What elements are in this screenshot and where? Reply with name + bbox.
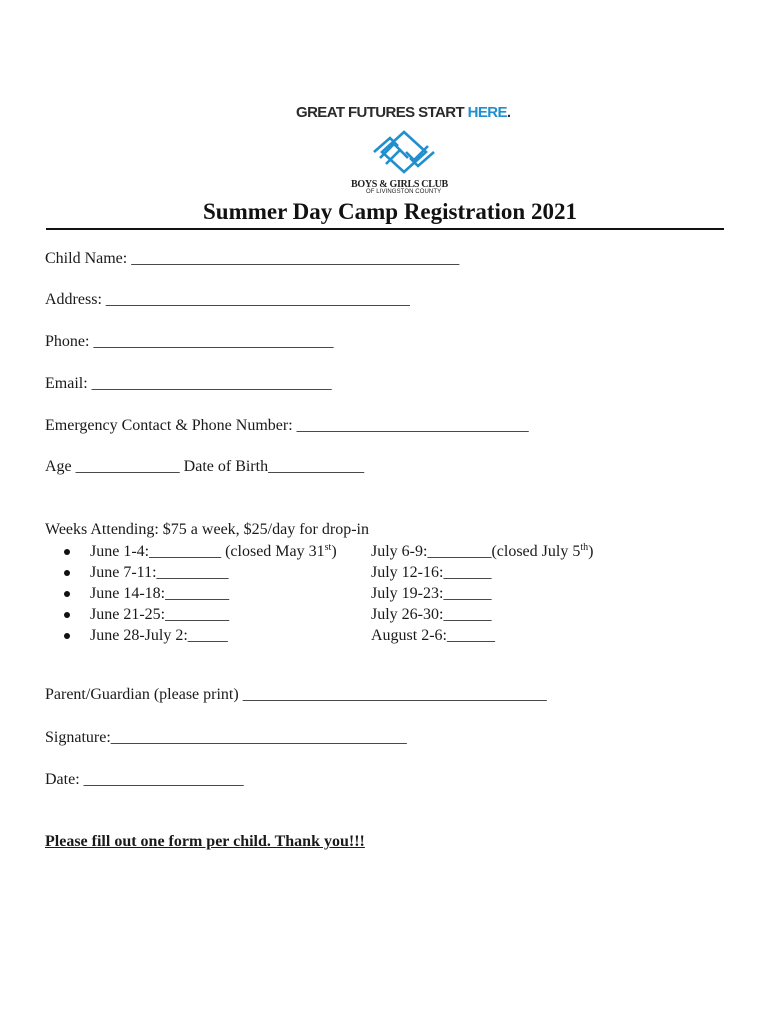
- bullet-icon: [64, 549, 70, 555]
- org-name: BOYS & GIRLS CLUB: [351, 179, 448, 190]
- week-item[interactable]: June 28-July 2:_____: [62, 625, 337, 646]
- phone-field[interactable]: Phone: ______________________________: [45, 333, 334, 350]
- week-item[interactable]: July 12-16:______: [371, 564, 492, 581]
- week-item[interactable]: July 19-23:______: [371, 585, 492, 602]
- child-name-field[interactable]: Child Name: _________________________________________: [45, 250, 460, 267]
- tagline-highlight: HERE: [467, 104, 507, 121]
- week-item[interactable]: June 7-11:_________: [62, 562, 337, 583]
- boys-girls-club-logo-icon: [368, 130, 440, 174]
- bullet-icon: [64, 612, 70, 618]
- date-field[interactable]: Date: ____________________: [45, 771, 244, 788]
- org-subname: OF LIVINGSTON COUNTY: [366, 189, 442, 195]
- bullet-icon: [64, 633, 70, 639]
- signature-field[interactable]: Signature:_____________________________________: [45, 729, 407, 746]
- week-item[interactable]: June 1-4:_________ (closed May 31st): [62, 541, 337, 562]
- bullet-icon: [64, 591, 70, 597]
- week-item[interactable]: July 26-30:______: [371, 606, 492, 623]
- week-item[interactable]: June 14-18:________: [62, 583, 337, 604]
- address-field[interactable]: Address: ______________________________________: [45, 291, 410, 308]
- page-title: Summer Day Camp Registration 2021: [203, 199, 577, 224]
- week-item[interactable]: August 2-6:______: [371, 627, 495, 644]
- emergency-contact-field[interactable]: Emergency Contact & Phone Number: _____________________________: [45, 417, 529, 434]
- age-dob-field[interactable]: Age _____________ Date of Birth____________: [45, 458, 365, 475]
- email-field[interactable]: Email: ______________________________: [45, 375, 332, 392]
- week-item[interactable]: June 21-25:________: [62, 604, 337, 625]
- tagline: GREAT FUTURES START HERE.: [296, 104, 511, 121]
- weeks-heading: Weeks Attending: $75 a week, $25/day for drop-in: [45, 521, 369, 538]
- parent-guardian-field[interactable]: Parent/Guardian (please print) ______________________________________: [45, 686, 547, 703]
- june-weeks-list: [62, 541, 337, 646]
- title-rule: [46, 228, 724, 230]
- closing-note: Please fill out one form per child. Thank you!!!: [45, 833, 365, 850]
- week-item[interactable]: July 6-9:________(closed July 5th): [371, 542, 594, 560]
- july-weeks-list: [371, 541, 593, 646]
- bullet-icon: [64, 570, 70, 576]
